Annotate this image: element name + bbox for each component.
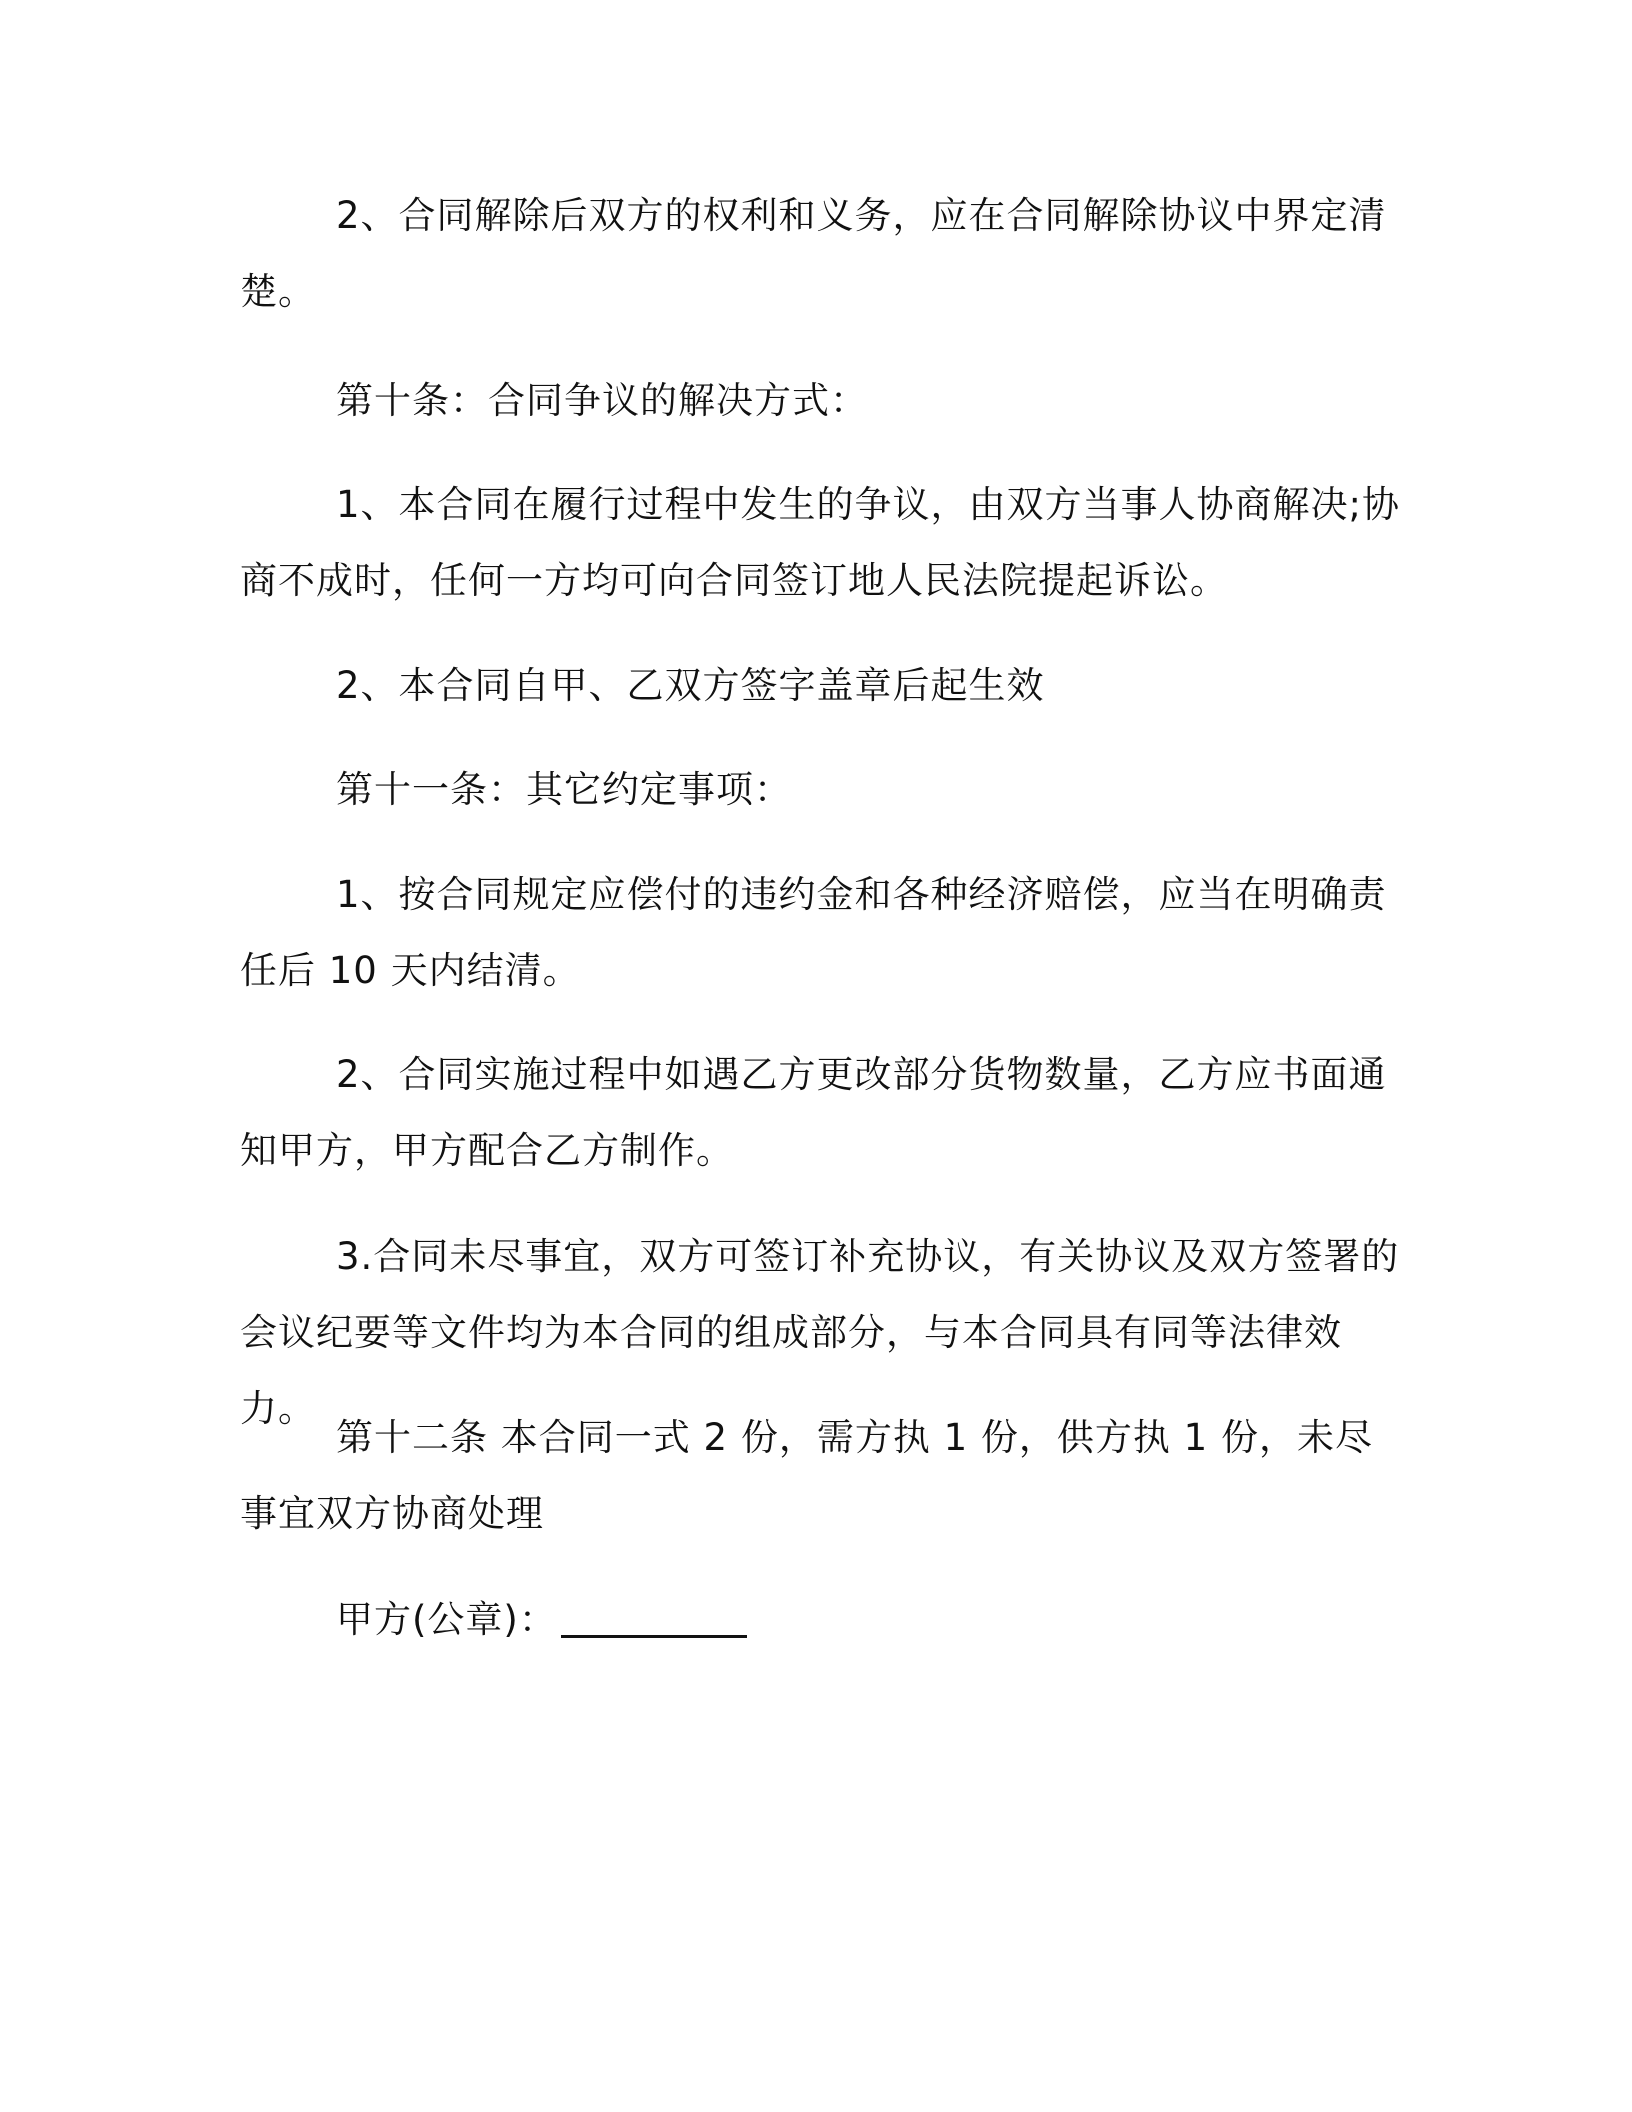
heading-article-10: 第十条：合同争议的解决方式： (336, 379, 868, 422)
paragraph-dispute-resolution: 1、本合同在履行过程中发生的争议，由双方当事人协商解决;协商不成时，任何一方均可向合同签订地人民法院提起诉讼。 (240, 483, 1401, 602)
paragraph-effective-date: 2、本合同自甲、乙双方签字盖章后起生效 (336, 664, 1045, 707)
paragraph-article-12-copies: 第十二条 本合同一式 2 份，需方执 1 份，供方执 1 份，未尽事宜双方协商处理 (240, 1416, 1373, 1535)
paragraph-termination-rights: 2、合同解除后双方的权利和义务，应在合同解除协议中界定清楚。 (240, 194, 1387, 313)
paragraph-quantity-change: 2、合同实施过程中如遇乙方更改部分货物数量，乙方应书面通知甲方，甲方配合乙方制作。 (240, 1053, 1387, 1172)
signature-line-party-a (336, 1582, 747, 1658)
paragraph-penalty-settlement: 1、按合同规定应偿付的违约金和各种经济赔偿，应当在明确责任后 10 天内结清。 (240, 873, 1387, 992)
signature-blank[interactable] (561, 1595, 747, 1638)
heading-article-11: 第十一条：其它约定事项： (336, 768, 792, 811)
paragraph-supplementary-agreement: 3.合同未尽事宜，双方可签订补充协议，有关协议及双方签署的会议纪要等文件均为本合同的组成部分，与本合同具有同等法律效力。 (240, 1235, 1400, 1430)
signature-label: 甲方(公章)： (336, 1598, 557, 1641)
